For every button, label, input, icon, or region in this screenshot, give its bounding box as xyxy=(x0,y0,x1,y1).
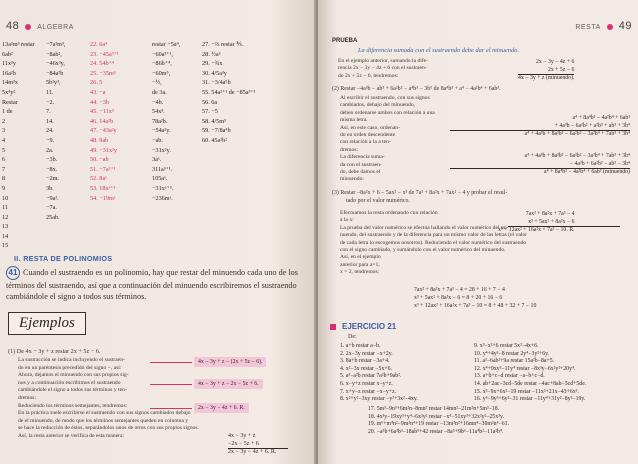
table-cell: 29. −¾x xyxy=(202,60,223,68)
example-3-intro: (3) Restar −8a²x + 6 − 5ax² − x³ de 7a³ + 8a²x + 7ax² − 4 y probar el resul- xyxy=(332,190,508,196)
exercise-item: 17. 5m³−9n³+6m²n−8mn² restar 14mn²−21m²n+5m³−18. xyxy=(368,406,500,412)
table-cell: −236mᵃ. xyxy=(152,194,173,202)
paragraph-line: Efectuamos la resta ordenando con relación xyxy=(340,210,438,216)
table-cell: 3 xyxy=(2,127,6,135)
paragraph-line: do en orden descendente xyxy=(340,132,396,139)
table-cell: 22. 6a⁴ xyxy=(90,41,108,48)
example-3-text xyxy=(340,210,630,277)
math-line: a⁴ + 4a³b + 8a³b³ − 6a²b² − 3a²b⁴ + 7ab³ + 3b⁴ xyxy=(524,153,630,159)
table-cell: 24. 54b⁺⁴ xyxy=(90,60,114,68)
paragraph-line: a la x: xyxy=(340,217,354,224)
vertical-minuend: 4x − 3y + z xyxy=(228,433,256,439)
table-cell: −84a²b xyxy=(46,69,64,77)
table-cell: 5b²y³, xyxy=(46,79,61,87)
table-cell: −46x³y, xyxy=(46,60,65,68)
table-cell: 8 xyxy=(2,175,6,183)
explanation-line: do en un paréntesis precedido del signo −, así: xyxy=(18,364,122,371)
prueba-math xyxy=(518,58,574,83)
explanation-line: nos y a continuación escribimos el sustraendo xyxy=(18,379,121,386)
table-cell: 7 xyxy=(2,165,6,173)
table-cell: 58. 4/5m³ xyxy=(202,117,226,125)
table-cell: −31x²y. xyxy=(152,146,171,154)
table-cell: −31xᵃ⁺³. xyxy=(152,184,174,192)
divider-line xyxy=(450,130,630,131)
table-cell: 51. −7a³⁺¹ xyxy=(90,165,116,173)
explanation-line: Ahora, dejamos el minuendo con sus propios sig- xyxy=(18,372,129,379)
example-2-math-2 xyxy=(430,152,630,177)
example-explanation xyxy=(18,357,318,441)
exercise-item: 14. ab+2ac−3cd−5de restar −4ac+8ab−5cd+5de. xyxy=(474,380,587,387)
left-page xyxy=(0,0,318,464)
rule-number-badge: 41 xyxy=(6,266,20,280)
paragraph-line: con relación a la a ten- xyxy=(340,139,391,146)
arrow-icon xyxy=(150,362,192,363)
table-cell: 6 xyxy=(2,156,6,164)
example-intro: (1) De 4x − 3y + z restar 2x + 5z − 6. xyxy=(8,348,101,355)
table-cell: 10 xyxy=(2,194,9,202)
explanation-line: Así, la resta anterior se verifica de esta manera: xyxy=(18,432,125,439)
ejemplos-heading: Ejemplos xyxy=(8,312,86,335)
math-line: x³ + 5ax² + 8a²x − 6 = 8 + 20 + 16 − 6 xyxy=(414,295,503,302)
exercise-item: 5. a³−a²b restar 7a²b+9ab². xyxy=(340,373,402,380)
table-cell: 26. 5 xyxy=(90,79,103,87)
divider-line xyxy=(450,168,630,169)
table-cell: 53. 18xᵃ⁺³ xyxy=(90,184,116,192)
exercise-list-right xyxy=(474,343,586,404)
table-cell: 55. 54a²⁺¹ de −85a³⁺¹ xyxy=(202,88,256,96)
exercise-item: 12. x⁴+9xy³−11y⁴ restar −8x³y−6x²y²+20y⁴. xyxy=(474,365,576,372)
example-2-intro: (2) Restar −4a³b − ab³ + 6a²b² − a⁴b³ − 3b⁵ de 8a⁴b³ + a⁴ − 4a²b⁴ + 6ab³. xyxy=(332,86,501,92)
table-cell: −7a²m³, xyxy=(46,41,66,48)
table-cell: restar −5a⁴, xyxy=(152,41,181,48)
table-cell: 60. 45a²b² xyxy=(202,136,228,144)
table-cell: 11. xyxy=(46,88,54,96)
table-cell: de 3a. xyxy=(152,88,167,96)
table-cell: 30. 4/5a³y xyxy=(202,69,227,77)
paragraph-line: deben ordenarse ambos con relación a una misma letra. xyxy=(340,109,435,124)
rule-paragraph xyxy=(6,266,308,302)
table-cell: 3b. xyxy=(46,184,54,192)
exercise-item: 9. x³−x²+6 restar 5x²−4x+6. xyxy=(474,343,539,349)
paragraph-line: do, debe damos el xyxy=(340,169,381,176)
exercise-item: 19. m⁶+m⁴n²−9m²n⁴+19 restar −13m³n²+16mn⁴−30m²n⁴−61. xyxy=(368,421,510,428)
table-cell: −½, xyxy=(152,79,162,87)
table-cell: 49. −31x²y xyxy=(90,146,118,154)
example-3-check xyxy=(414,286,536,311)
math-line: a⁴ + 4a³b + 8a³b³ − 6a²b² − 3a²b⁴ + 7ab³ + 3b⁴ xyxy=(524,131,630,138)
divider-line xyxy=(518,74,574,75)
table-col-3 xyxy=(152,40,180,203)
table-cell: −9a². xyxy=(46,194,59,202)
arrow-icon xyxy=(150,408,192,409)
table-cell: −8x. xyxy=(46,165,58,173)
bullet-icon xyxy=(25,24,31,30)
table-cell: 54x³. xyxy=(152,108,165,116)
paragraph-line: nuendo, del sustraendo y de la diferencia para un mismo valor de las letras (el valor xyxy=(340,232,528,239)
paragraph-line: de cada letra lo escogemos nosotros). Reduciendo el valor numérico del sustraendo xyxy=(340,239,527,246)
explanation-line: La sustracción se indica incluyendo el sustraen- xyxy=(18,357,125,363)
square-bullet-icon xyxy=(330,324,336,330)
divider-line xyxy=(508,226,620,227)
table-cell: −60a³⁺¹, xyxy=(152,50,173,58)
table-cell: −60m⁵, xyxy=(152,69,171,77)
left-chapter-name: ALGEBRA xyxy=(37,24,74,31)
exercise-heading xyxy=(330,322,396,331)
table-col-1 xyxy=(2,40,35,251)
table-cell: 25ab. xyxy=(46,213,60,221)
math-line: a⁴ + 8a⁴b³ − 4a²b⁴ + 6ab³ xyxy=(572,115,630,121)
vertical-subtrahend: −2x − 5z + 6 xyxy=(228,441,259,447)
table-cell: 11x³y xyxy=(2,60,16,68)
paragraph-line: minuendo: xyxy=(340,176,364,183)
math-line: x³ + 12ax² + 16a²x + 7a³ − 10 = 8 + 48 + 32 + 7 − 10 xyxy=(414,303,537,310)
table-cell: −9. xyxy=(46,136,55,144)
table-cell: 9 xyxy=(2,184,6,192)
example-3-intro-cont: tado por el valor numérico. xyxy=(346,198,410,204)
exercise-item: 20. −a⁵b+6a³b³−18ab⁵+42 restar −8a⁵+9b⁶−11a⁴b²−11a²b⁴. xyxy=(368,428,504,435)
prueba-heading: PRUEBA xyxy=(332,38,358,44)
table-cell: 47. −43a²y xyxy=(90,127,117,135)
table-cell: 44. −3b xyxy=(90,98,109,106)
math-line: a⁴ + 8a⁴b³ − 4a²b⁴ + 6ab³ (minuendo) xyxy=(544,169,630,176)
table-cell: 311a³⁺¹. xyxy=(152,165,173,173)
table-cell: 11 xyxy=(2,204,8,212)
table-cell: −2. xyxy=(46,98,55,106)
prueba-paragraph xyxy=(338,58,488,80)
exercise-item: 6. x−y+z restar x−y+z. xyxy=(340,380,393,387)
exercise-list-left xyxy=(340,343,418,404)
paragraph-line: con el signo cambiado, y sumándolo con el valor numérico del minuendo. xyxy=(340,247,506,254)
table-cell: −54a²y. xyxy=(152,127,171,135)
table-cell: 27. −⅔ restar ⅗. xyxy=(202,41,244,48)
right-running-head xyxy=(575,20,632,32)
right-page-number: 49 xyxy=(618,20,632,32)
math-line: 2x − 3y − 4z + 6 xyxy=(535,59,575,65)
rule-text: Cuando el sustraendo es un polinomio, hay que restar del minuendo cada uno de los términos del sustraendo, así que a continuación del minuendo escribiremos el sustraendo cambiándole el signo a todos sus términos. xyxy=(6,267,298,301)
table-cell: 3aˣ. xyxy=(152,156,162,164)
table-cell: 24. xyxy=(46,127,54,135)
vertical-subtraction xyxy=(228,432,276,456)
exercise-item: 15. x³−9x+6x²−19 restar −11x²+21x−43+6x³. xyxy=(474,388,579,395)
table-cell: 56. 6a xyxy=(202,98,218,106)
math-line: x³ + 5ax² + 8a²x − 6 xyxy=(528,219,575,226)
table-cell: 45. −11x³ xyxy=(90,108,114,116)
exercise-item: 16. y⁵−9y³+6y²−31 restar −11y⁴+31y²−8y²−19y. xyxy=(474,396,586,403)
exercise-item: 18. 4x³y−19xy³+y⁴−6x²y² restar −x⁴−51xy³+32x²y²−25x³y. xyxy=(368,413,504,420)
explanation-line: se hace la reducción de éstos, separándolos unos de otros con sus propios signos. xyxy=(18,425,199,432)
exercise-item: 2. 2x−3y restar −x+2y. xyxy=(340,350,393,357)
table-cell: 5x⁴y² xyxy=(2,88,16,96)
paragraph-line: anterior para a=1, xyxy=(340,261,380,268)
bullet-icon xyxy=(607,24,613,30)
math-line: 7ax² + 8a²x + 7a³ − 4 xyxy=(525,211,575,217)
table-col-2 xyxy=(90,40,119,203)
explanation-line: cambiándole el signo a todos sus términos y ten- xyxy=(18,387,127,394)
vertical-result: 2x − 3y − 4z + 6. R. xyxy=(228,449,277,455)
arrow-icon xyxy=(150,384,192,385)
table-cell: −8ab², xyxy=(46,50,62,58)
right-page xyxy=(318,0,638,464)
paragraph-line: La prueba del valor numérico se efectúa hallando el valor numérico del mi- xyxy=(340,224,509,231)
example-2-math-1 xyxy=(430,114,630,139)
math-line: 7ax² + 8a²x + 7a³ − 4 = 28 + 16 + 7 − 4 xyxy=(414,287,505,293)
math-line: 4x − 3y + z (minuendo). xyxy=(518,75,575,82)
table-col-1b xyxy=(46,40,65,222)
table-cell: 28. ½a³ xyxy=(202,50,221,58)
exercise-prompt: De: xyxy=(348,334,357,340)
exercise-item: 11. a³−6ab²+9a restar 15a²b−8a+5. xyxy=(474,358,555,365)
highlight-box-1: 4x − 3y + z − (2x + 5z − 6). xyxy=(194,357,266,367)
paragraph-line: x = 2, tendremos: xyxy=(340,269,380,276)
paragraph-line: Así, en el ejemplo xyxy=(340,254,381,261)
paragraph-line: da con el sustraen- xyxy=(340,161,382,168)
table-cell: 7. xyxy=(46,108,51,116)
table-cell: 78a²b. xyxy=(152,117,168,125)
table-cell: 14m³x xyxy=(2,79,18,87)
table-cell: 59. −7/8a⁴b xyxy=(202,127,231,135)
exercise-item: 10. y⁴+4y³−8 restar 2y⁴−3y²+6y. xyxy=(474,350,550,357)
paragraph-line: dremos: xyxy=(340,146,359,153)
math-line: − 4a³b + 6a²b² − ab³ − 3b⁴ xyxy=(569,161,630,168)
highlight-box-3: 2x − 3y − 4z + 6. R. xyxy=(194,403,249,413)
explanation-line: de el minuendo, de modo que los términos semejantes queden en columna y xyxy=(18,417,189,424)
section-title: II. RESTA DE POLINOMIOS xyxy=(14,254,113,263)
exercise-title: EJERCICIO 21 xyxy=(342,322,397,331)
exercise-item: 1. a+b restar a−b. xyxy=(340,343,381,349)
table-cell: 2a. xyxy=(46,146,54,154)
table-cell: 16a²b xyxy=(2,69,16,77)
table-cell: 6ab² xyxy=(2,50,13,58)
example-3-math xyxy=(498,210,575,235)
table-cell: 5 xyxy=(2,146,6,154)
exercise-item: 4. x²−3x restar −5x+6. xyxy=(340,365,392,372)
paragraph-line: Así, en este caso, ordenan- xyxy=(340,124,400,131)
table-cell: −ab. xyxy=(152,136,163,144)
paragraph-line: La diferencia suma- xyxy=(340,154,385,161)
explanation-line: En la práctica suele escribirse el sustraendo con sus signos cambiados debajo xyxy=(18,410,191,417)
paragraph-line: En el ejemplo anterior, sumando la dife- xyxy=(338,58,429,64)
paragraph-line: do 2x + 5z − 6, tendremos: xyxy=(338,72,399,79)
divider-line xyxy=(228,448,288,449)
table-cell: 31. −3/4a⁵b xyxy=(202,79,231,87)
table-cell: −2m. xyxy=(46,175,59,183)
math-line: x³ + 12ax² + 16a²x + 7a³ − 10. R. xyxy=(498,227,575,234)
left-page-number: 48 xyxy=(6,20,20,32)
explanation-line: Reduciendo los términos semejantes, tendremos: xyxy=(18,402,128,409)
table-cell: 15 xyxy=(2,242,9,250)
table-cell: 48. 9ab xyxy=(90,136,109,144)
table-cell: 25. −35m⁵ xyxy=(90,69,116,77)
table-cell: 12 xyxy=(2,213,9,221)
table-cell: 105aˣ. xyxy=(152,175,168,183)
table-cell: 57. −5 xyxy=(202,108,218,116)
table-col-4 xyxy=(202,40,256,146)
table-cell: −7a. xyxy=(46,204,57,212)
table-cell: −86b⁺⁴, xyxy=(152,60,172,68)
table-cell: 13a²m³ restar xyxy=(2,41,35,48)
table-cell: 23. −45a³⁺¹ xyxy=(90,50,119,58)
exercise-table xyxy=(2,40,318,250)
math-line: + 4a³b − 6a²b² + a²b³ + ab³ + 3b⁴ xyxy=(554,123,630,130)
table-cell: 2 xyxy=(2,117,6,125)
table-cell: Restar xyxy=(2,98,18,106)
table-cell: 4 xyxy=(2,136,6,144)
table-cell: 54. −19mᵃ xyxy=(90,194,116,202)
exercise-item: 13. a+b+c−d restar −a−b+c−d. xyxy=(474,373,545,380)
paragraph-line: rencia 2x − 3y − 4z + 6 con el sustraen- xyxy=(338,65,427,72)
exercise-item: 7. x+y−z restar −x−y+z. xyxy=(340,388,397,395)
table-cell: 13 xyxy=(2,223,9,231)
highlight-box-2: 4x − 3y + z − 2x − 5z + 6. xyxy=(194,379,263,389)
prueba-rule: La diferencia sumada con el sustraendo debe dar el minuendo. xyxy=(358,47,519,54)
table-cell: 1 de xyxy=(2,108,13,116)
right-chapter-name: RESTA xyxy=(575,24,601,31)
table-cell: 43. −a xyxy=(90,88,106,96)
left-running-head xyxy=(6,20,74,32)
explanation-line: dremos: xyxy=(18,394,37,401)
table-cell: −3b. xyxy=(46,156,58,164)
table-cell: 52. 8aˣ xyxy=(90,175,107,183)
exercise-item: 3. 8a+b restar −3a+4. xyxy=(340,358,390,365)
table-cell: 50. −ab xyxy=(90,156,109,164)
paragraph-line: Al escribir el sustraendo, con sus signos cambiados, debajo del minuendo, xyxy=(340,95,430,109)
table-cell: −4b. xyxy=(152,98,164,106)
table-cell: 14. xyxy=(46,117,54,125)
math-line: 2x + 5z − 6 xyxy=(547,67,575,74)
table-cell: 14 xyxy=(2,232,9,240)
exercise-item: 8. x²+y²−3xy restar −y²+3x²−4xy. xyxy=(340,396,418,403)
table-cell: 46. 14a²b xyxy=(90,117,114,125)
exercise-list-wide xyxy=(368,406,509,436)
